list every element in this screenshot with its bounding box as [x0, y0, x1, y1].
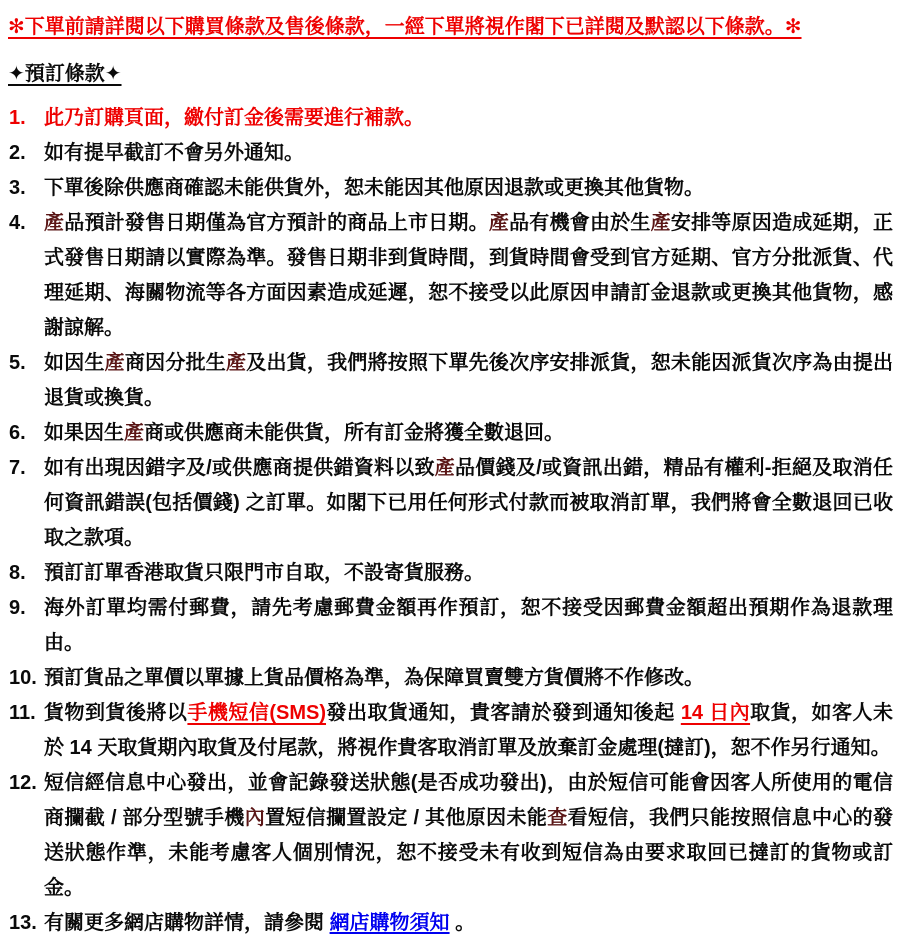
term-number: 12.	[9, 772, 37, 794]
term-text-segment: 安排等原因造成延期，正式發售日期請以實際為準。發售日期非到貨時間，到貨時間會受到官方延期、官方分批派貨、代理延期、海關物流等各方面因素造成延遲，恕不接受以此原因申請訂金退款或更換其他貨物，感謝諒解。	[44, 212, 894, 339]
term-number: 2.	[9, 142, 26, 164]
term-item-13	[8, 906, 893, 941]
term-number: 9.	[9, 597, 26, 619]
term-text-segment: 產	[104, 352, 125, 374]
term-number: 8.	[9, 562, 26, 584]
term-text-segment: 內	[244, 807, 266, 829]
term-number: 5.	[9, 352, 26, 374]
term-text-segment: 商因分批生	[124, 352, 227, 374]
term-number: 4.	[9, 212, 26, 234]
term-number: 11.	[9, 702, 36, 724]
term-item-7	[8, 451, 893, 556]
term-text-segment: 品價錢及/或資訊出錯，精品有權利-拒絕及取消任何資訊錯誤(包括價錢) 之訂單。如閣下已用任何形式付款而被取消訂單，我們將會全數退回已收取之款項。	[44, 457, 894, 549]
term-text-segment: 發出取貨通知，貴客請於發到通知後起	[326, 702, 681, 724]
term-text-segment: 貨物到貨後將以	[44, 702, 188, 724]
term-text-segment: 產	[434, 457, 456, 479]
term-text-segment: 產	[226, 352, 247, 374]
term-item-11	[8, 696, 893, 766]
term-text-segment: 品預計發售日期僅為官方預計的商品上市日期。	[64, 212, 489, 234]
pre-order-warning-header: ✻下單前請詳閱以下購買條款及售後條款，一經下單將視作閣下已詳閱及默認以下條款。✻	[8, 16, 802, 38]
term-text-segment: 品有機會由於生	[509, 212, 651, 234]
term-item-3	[8, 171, 893, 206]
term-number: 7.	[9, 457, 26, 479]
term-text-segment: 及出貨，我們將按照下單先後次序安排派貨，恕未能因派貨次序為由提出退貨或換貨。	[44, 352, 894, 409]
term-text-segment: 產	[44, 212, 65, 234]
term-text-segment: 此乃訂購頁面，繳付訂金後需要進行補款。	[44, 107, 424, 129]
term-text-segment: 置短信攔置設定 / 其他原因未能	[265, 807, 548, 829]
term-number: 3.	[9, 177, 26, 199]
term-text-segment: 短信經信息中心發出，並會記錄發送狀態(是否成功發出)，由於短信可能會因客人所使用的電信商攔截 / 部分型號手機	[44, 772, 893, 829]
term-text-segment: 商或供應商未能供貨，所有訂金將獲全數退回。	[144, 422, 564, 444]
term-text-segment: 預訂貨品之單價以單據上貨品價格為準，為保障買賣雙方貨價將不作修改。	[44, 667, 704, 689]
section-title: ✦預訂條款✦	[8, 63, 122, 85]
term-text-segment: 產	[488, 212, 510, 234]
term-item-2	[8, 136, 893, 171]
term-number: 1.	[9, 107, 26, 129]
term-text-segment: 如有出現因錯字及/或供應商提供錯資料以致	[44, 457, 435, 479]
terms-list	[8, 101, 893, 941]
term-item-5	[8, 346, 893, 416]
term-item-8	[8, 556, 893, 591]
term-number: 10.	[9, 667, 37, 689]
term-text-segment: 手機短信(SMS)	[187, 702, 327, 724]
term-text-segment: 如果因生	[44, 422, 124, 444]
term-text-segment: 看短信，我們只能按照信息中心的發送狀態作準，未能考慮客人個別情況，恕不接受未有收到短信為由要求取回已撻訂的貨物或訂金。	[44, 807, 894, 899]
store-shopping-notice-link[interactable]: 網店購物須知	[329, 912, 450, 934]
term-number: 6.	[9, 422, 26, 444]
term-item-9	[8, 591, 893, 661]
term-text-segment: 如有提早截訂不會另外通知。	[44, 142, 304, 164]
term-item-1	[8, 101, 893, 136]
term-text-segment: 查	[547, 807, 568, 829]
term-text-segment: 海外訂單均需付郵費，請先考慮郵費金額再作預訂，恕不接受因郵費金額超出預期作為退款理由。	[44, 597, 893, 654]
term-text-segment: 。	[449, 912, 476, 934]
term-item-4	[8, 206, 893, 346]
term-item-6	[8, 416, 893, 451]
term-number: 13.	[9, 912, 37, 934]
term-text-segment: 下單後除供應商確認未能供貨外，恕未能因其他原因退款或更換其他貨物。	[44, 177, 704, 199]
term-text-segment: 產	[650, 212, 671, 234]
term-text-segment: 取貨，如客人未於 14 天取貨期內取貨及付尾款，將視作貴客取消訂單及放棄訂金處理(撻訂)，恕不作另行通知。	[44, 702, 893, 759]
term-text-segment: 預訂訂單香港取貨只限門市自取，不設寄貨服務。	[44, 562, 484, 584]
term-text-segment: 有關更多網店購物詳情，請參閱	[44, 912, 330, 934]
term-item-10	[8, 661, 893, 696]
term-text-segment: 如因生	[44, 352, 105, 374]
term-text-segment: 14 日內	[680, 702, 751, 724]
term-item-12	[8, 766, 893, 906]
term-text-segment: 產	[124, 422, 144, 444]
